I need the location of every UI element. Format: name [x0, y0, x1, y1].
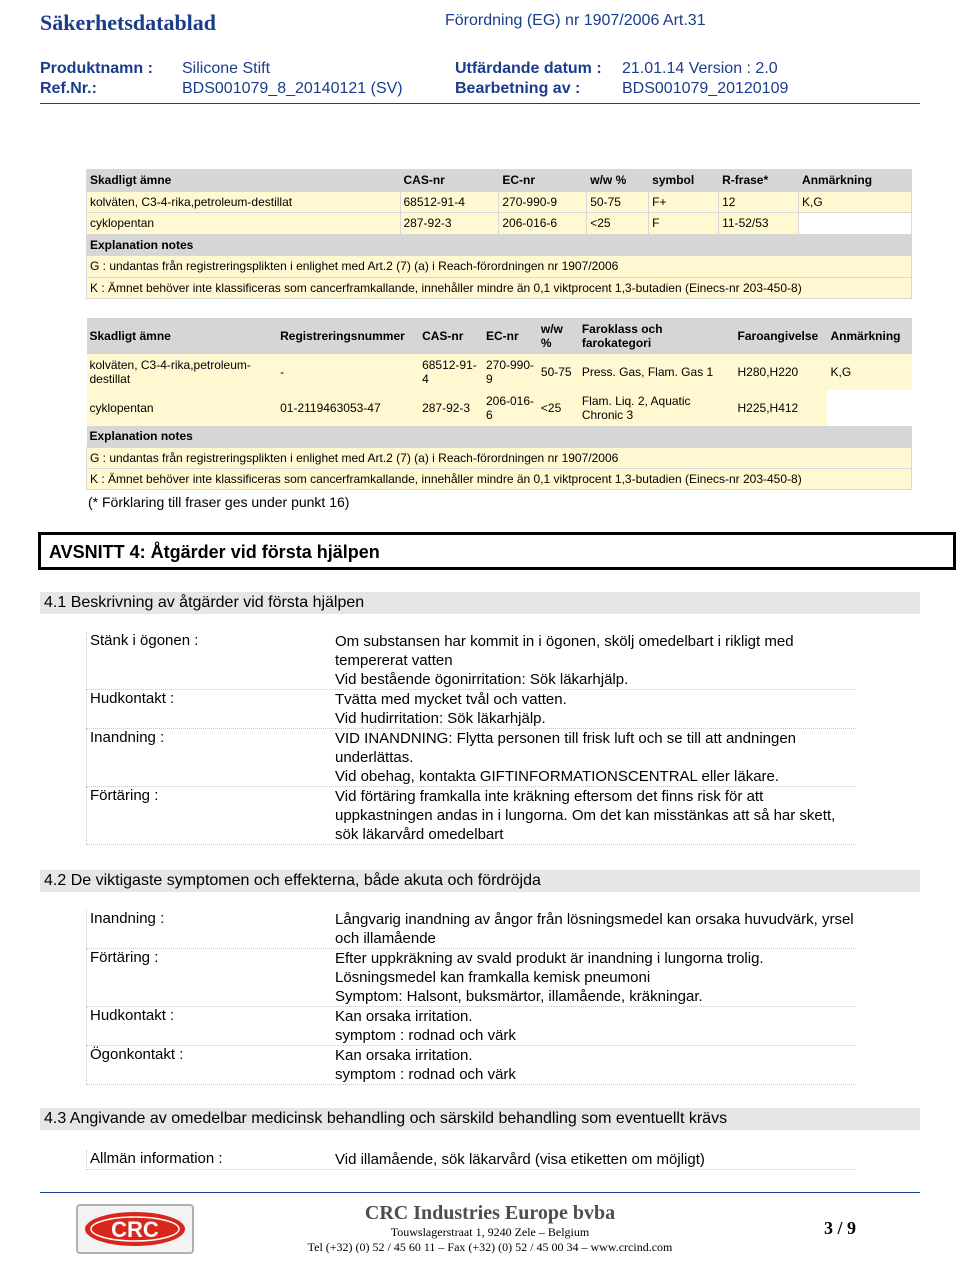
qa-label: Inandning : [90, 910, 165, 927]
qa-item [86, 1150, 856, 1170]
ref-label: Ref.Nr.: [40, 80, 97, 97]
table-cell: F [649, 213, 719, 235]
product-value: Silicone Stift [182, 60, 271, 77]
note-row [87, 277, 912, 299]
table-cell: 12 [719, 191, 799, 213]
qa-text: Vid förtäring framkalla inte kräkning eftersom det finns risk för att uppkastningen andas in i lungorna. Om det kan misstänkas att så har skett, sök läkarvård omedelbart [335, 788, 836, 843]
table-cell [799, 213, 912, 235]
qa-text: VID INANDNING: Flytta personen till frisk luft och se till att andningen underlättas. Vid obehag, kontakta GIFTINFORMATIONSCENTRAL eller läkare. [335, 730, 797, 785]
column-header: CAS-nr [400, 170, 499, 192]
section-heading [38, 532, 956, 570]
table-cell [827, 390, 911, 426]
table-cell: 68512-91-4 [400, 191, 499, 213]
table-cell: 11-52/53 [719, 213, 799, 235]
table-row [87, 213, 912, 235]
table-cell: - [277, 354, 419, 390]
table-cell: K,G [827, 354, 911, 390]
first-aid-measures-list [86, 632, 856, 845]
qa-label: Förtäring : [90, 949, 159, 966]
table-cell: F+ [649, 191, 719, 213]
notes-header: Explanation notes [87, 234, 912, 256]
phrase-footnote: (* Förklaring till fraser ges under punkt 16) [88, 494, 350, 510]
table-cell: K,G [799, 191, 912, 213]
column-header: EC-nr [483, 318, 538, 354]
qa-label: Hudkontakt : [90, 1007, 175, 1024]
note-k: K : Ämnet behöver inte klassificeras som cancerframkallande, innehåller mindre än 0,1 viktprocent 1,3-butadien (Einecs-nr 203-450-8) [87, 468, 912, 489]
qa-text: Vid illamående, sök läkarvård (visa etiketten om möjligt) [335, 1151, 705, 1168]
issue-date-value: 21.01.14 Version : 2.0 [622, 60, 778, 77]
table-cell: <25 [587, 213, 649, 235]
table-cell: <25 [538, 390, 579, 426]
table-row [87, 354, 912, 390]
qa-item [86, 910, 856, 949]
qa-text: Tvätta med mycket tvål och vatten. Vid hudirritation: Sök läkarhjälp. [335, 691, 567, 727]
column-header: Anmärkning [799, 170, 912, 192]
company-address: Touwslagerstraat 1, 9240 Zele – Belgium [390, 1225, 590, 1239]
qa-text: Kan orsaka irritation. symptom : rodnad och värk [335, 1047, 516, 1083]
notes-header-row [87, 426, 912, 447]
subsection-4-3-title: 4.3 Angivande av omedelbar medicinsk behandling och särskild behandling som eventuellt krävs [40, 1108, 920, 1130]
hazard-table-clp [86, 318, 912, 490]
crc-logo-icon [78, 1206, 192, 1252]
qa-text: Kan orsaka irritation. symptom : rodnad och värk [335, 1008, 516, 1044]
edit-value: BDS001079_20120109 [622, 80, 789, 97]
company-logo [76, 1204, 194, 1254]
qa-label: Hudkontakt : [90, 690, 175, 707]
notes-header-row [87, 234, 912, 256]
column-header: Faroangivelse [735, 318, 828, 354]
table-cell: 270-990-9 [499, 191, 587, 213]
table-cell: Press. Gas, Flam. Gas 1 [579, 354, 735, 390]
note-k: K : Ämnet behöver inte klassificeras som cancerframkallande, innehåller mindre än 0,1 viktprocent 1,3-butadien (Einecs-nr 203-450-8) [87, 277, 912, 299]
table-cell: 206-016-6 [499, 213, 587, 235]
qa-item [86, 690, 856, 729]
column-header: Skadligt ämne [87, 318, 278, 354]
symptoms-list [86, 910, 856, 1085]
column-header: w/w % [538, 318, 579, 354]
qa-text: Långvarig inandning av ångor från lösningsmedel kan orsaka huvudvärk, yrsel och illamående [335, 911, 854, 947]
logo-text: CRC [111, 1217, 159, 1242]
qa-text: Efter uppkräkning av svald produkt är inandning i lungorna trolig. Lösningsmedel kan framkalla kemisk pneumoni Symptom: Halsont, buksmärtor, illamående, kräkningar. [335, 950, 764, 1005]
table-row [87, 191, 912, 213]
table-cell: cyklopentan [87, 213, 401, 235]
qa-label: Ögonkontakt : [90, 1046, 184, 1063]
medical-treatment-list [86, 1150, 856, 1170]
notes-header: Explanation notes [87, 426, 912, 447]
note-row [87, 447, 912, 468]
qa-label: Stänk i ögonen : [90, 632, 199, 649]
column-header: Registreringsnummer [277, 318, 419, 354]
table-cell: 287-92-3 [419, 390, 483, 426]
edit-label: Bearbetning av : [455, 80, 581, 97]
table-header-row [87, 170, 912, 192]
qa-label: Allmän information : [90, 1150, 223, 1167]
qa-label: Inandning : [90, 729, 165, 746]
table-cell: 50-75 [538, 354, 579, 390]
hazard-table-r-phrases [86, 169, 912, 299]
column-header: Anmärkning [827, 318, 911, 354]
qa-item [86, 1007, 856, 1046]
note-row [87, 468, 912, 489]
qa-item [86, 787, 856, 845]
table-cell: 50-75 [587, 191, 649, 213]
company-name: CRC Industries Europe bvba [364, 1202, 616, 1224]
qa-item [86, 949, 856, 1007]
product-label: Produktnamn : [40, 60, 153, 77]
table-cell: H225,H412 [735, 390, 828, 426]
company-info [240, 1202, 740, 1255]
header-divider [40, 103, 920, 104]
table-cell: kolväten, C3-4-rika,petroleum-destillat [87, 354, 278, 390]
table-header-row [87, 318, 912, 354]
table-cell: H280,H220 [735, 354, 828, 390]
section-title: AVSNITT 4: Åtgärder vid första hjälpen [49, 542, 380, 562]
column-header: symbol [649, 170, 719, 192]
note-g: G : undantas från registreringsplikten i enlighet med Art.2 (7) (a) i Reach-förordningen nr 1907/2006 [87, 256, 912, 278]
column-header: R-frase* [719, 170, 799, 192]
column-header: EC-nr [499, 170, 587, 192]
table-cell: 206-016-6 [483, 390, 538, 426]
footer-divider [40, 1192, 920, 1193]
subsection-4-2-title: 4.2 De viktigaste symptomen och effekterna, både akuta och fördröjda [40, 870, 920, 892]
qa-item [86, 632, 856, 690]
table-cell: 68512-91-4 [419, 354, 483, 390]
table-cell: Flam. Liq. 2, Aquatic Chronic 3 [579, 390, 735, 426]
qa-text: Om substansen har kommit in i ögonen, skölj omedelbart i rikligt med tempererat vatten Vid bestående ögonirritation: Sök läkarhjälp. [335, 633, 794, 688]
note-row [87, 256, 912, 278]
table-row [87, 390, 912, 426]
issue-date-label: Utfärdande datum : [455, 60, 602, 77]
table-cell: 270-990-9 [483, 354, 538, 390]
company-contact: Tel (+32) (0) 52 / 45 60 11 – Fax (+32) (0) 52 / 45 00 34 – www.crcind.com [307, 1240, 673, 1254]
page-number: 3 / 9 [824, 1218, 857, 1238]
table-cell: cyklopentan [87, 390, 278, 426]
note-g: G : undantas från registreringsplikten i enlighet med Art.2 (7) (a) i Reach-förordningen nr 1907/2006 [87, 447, 912, 468]
qa-label: Förtäring : [90, 787, 159, 804]
table-cell: 287-92-3 [400, 213, 499, 235]
qa-item [86, 729, 856, 787]
column-header: Faroklass och farokategori [579, 318, 735, 354]
document-title: Säkerhetsdatablad [40, 10, 217, 35]
column-header: CAS-nr [419, 318, 483, 354]
subsection-4-1-title: 4.1 Beskrivning av åtgärder vid första hjälpen [40, 592, 920, 614]
table-cell: 01-2119463053-47 [277, 390, 419, 426]
column-header: w/w % [587, 170, 649, 192]
ref-value: BDS001079_8_20140121 (SV) [182, 80, 403, 97]
qa-item [86, 1046, 856, 1085]
table-cell: kolväten, C3-4-rika,petroleum-destillat [87, 191, 401, 213]
regulation-reference: Förordning (EG) nr 1907/2006 Art.31 [445, 12, 706, 29]
column-header: Skadligt ämne [87, 170, 401, 192]
